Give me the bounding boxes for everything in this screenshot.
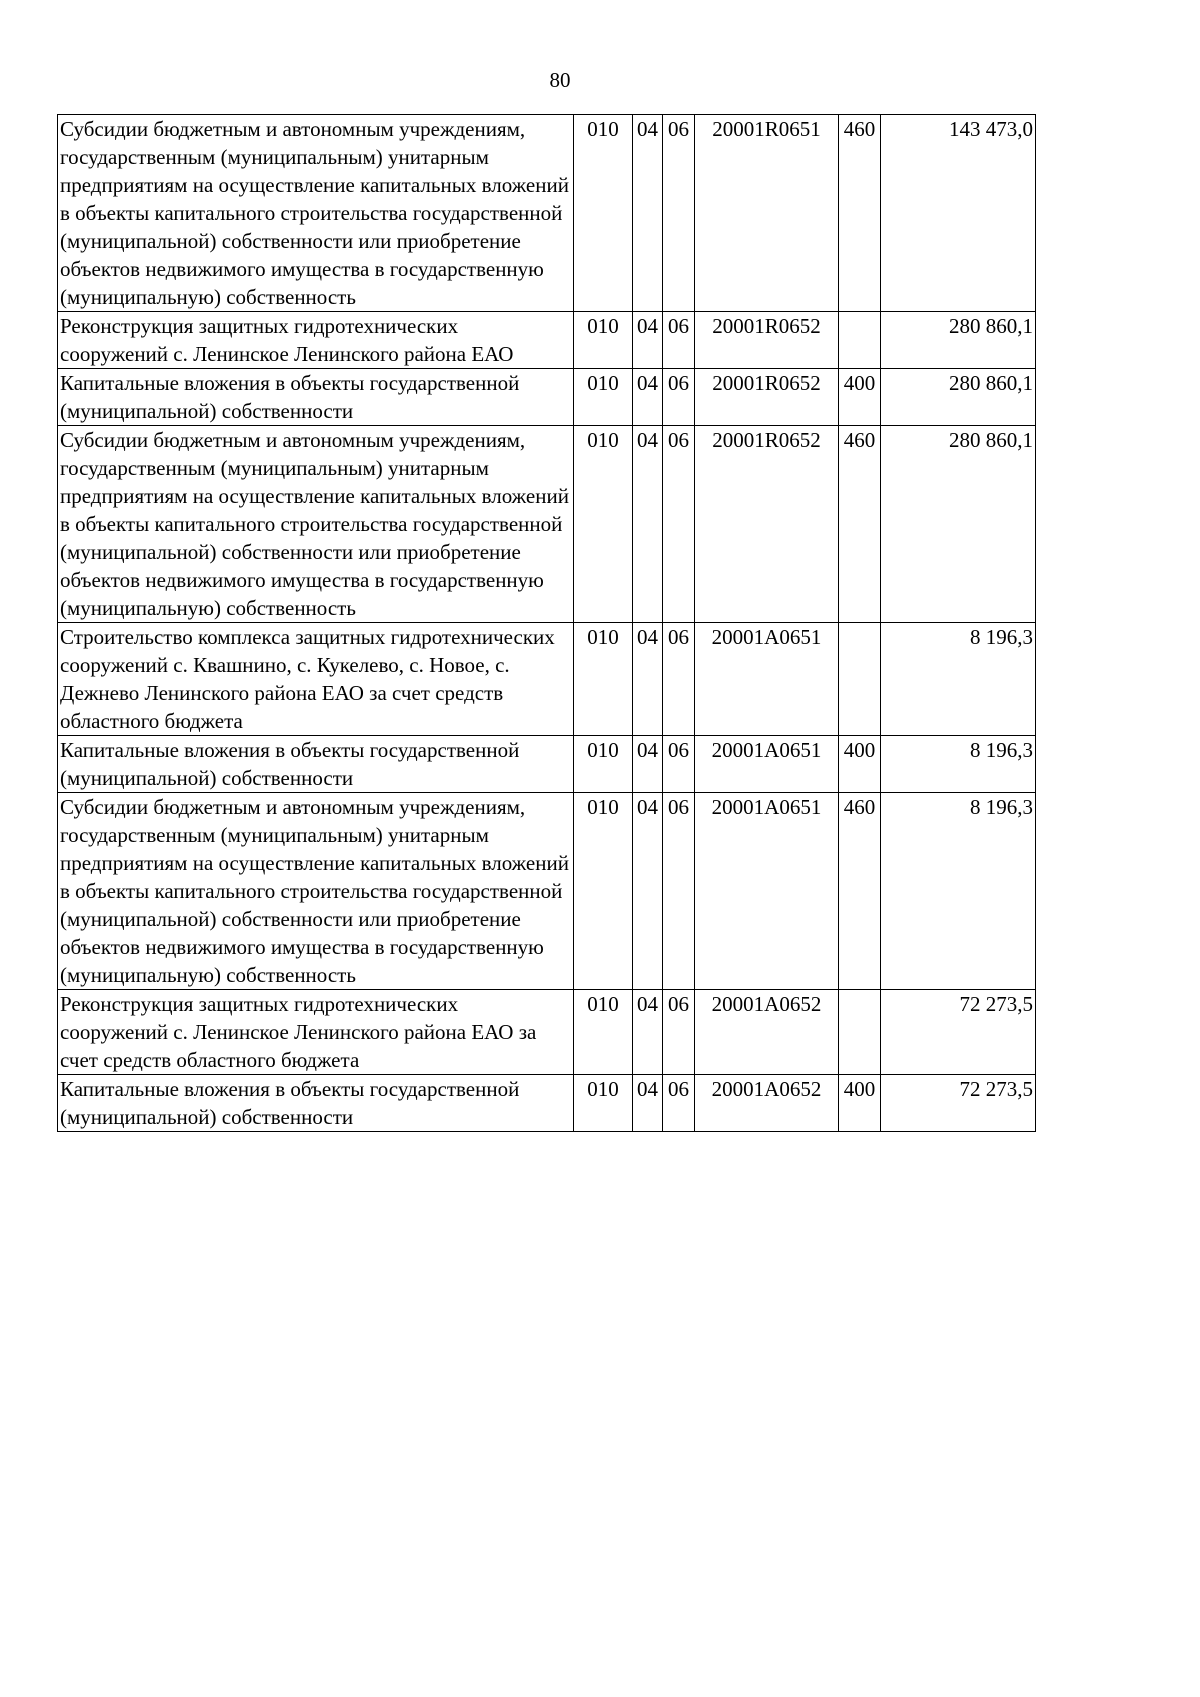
table-row [58,115,1036,312]
expense-name-cell: Субсидии бюджетным и автономным учреждениям, государственным (муниципальным) унитарным предприятиям на осуществление капитальных вложений в объекты капитального строительства государственной (муниципальной) собственности или приобретение объектов недвижимого имущества в государственную (муниципальную) собственность [58,793,574,990]
amount-cell: 8 196,3 [881,793,1036,990]
section-code-cell: 04 [633,312,663,369]
amount-cell: 8 196,3 [881,736,1036,793]
subsection-code-cell: 06 [663,312,695,369]
ministry-code-cell: 010 [574,793,633,990]
subsection-code-cell: 06 [663,1075,695,1132]
ministry-code-cell: 010 [574,736,633,793]
ministry-code-cell: 010 [574,623,633,736]
expense-type-cell [839,623,881,736]
amount-cell: 280 860,1 [881,369,1036,426]
expense-type-cell: 400 [839,1075,881,1132]
expense-type-cell: 460 [839,793,881,990]
section-code-cell: 04 [633,990,663,1075]
amount-cell: 143 473,0 [881,115,1036,312]
target-article-cell: 20001А0651 [695,623,839,736]
target-article-cell: 20001А0652 [695,1075,839,1132]
ministry-code-cell: 010 [574,990,633,1075]
target-article-cell: 20001R0652 [695,426,839,623]
section-code-cell: 04 [633,369,663,426]
amount-cell: 280 860,1 [881,312,1036,369]
target-article-cell: 20001R0652 [695,312,839,369]
table-row [58,793,1036,990]
expense-type-cell [839,312,881,369]
ministry-code-cell: 010 [574,115,633,312]
expense-name-cell: Строительство комплекса защитных гидротехнических сооружений с. Квашнино, с. Кукелево, с. Новое, с. Дежнево Ленинского района ЕАО за счет средств областного бюджета [58,623,574,736]
amount-cell: 280 860,1 [881,426,1036,623]
amount-cell: 8 196,3 [881,623,1036,736]
section-code-cell: 04 [633,793,663,990]
expense-name-cell: Капитальные вложения в объекты государственной (муниципальной) собственности [58,369,574,426]
subsection-code-cell: 06 [663,115,695,312]
expense-type-cell [839,990,881,1075]
target-article-cell: 20001R0652 [695,369,839,426]
subsection-code-cell: 06 [663,793,695,990]
expense-type-cell: 460 [839,426,881,623]
ministry-code-cell: 010 [574,426,633,623]
expense-name-cell: Капитальные вложения в объекты государственной (муниципальной) собственности [58,1075,574,1132]
expense-name-cell: Капитальные вложения в объекты государственной (муниципальной) собственности [58,736,574,793]
table-row [58,736,1036,793]
section-code-cell: 04 [633,623,663,736]
subsection-code-cell: 06 [663,990,695,1075]
target-article-cell: 20001А0652 [695,990,839,1075]
expense-name-cell: Субсидии бюджетным и автономным учреждениям, государственным (муниципальным) унитарным предприятиям на осуществление капитальных вложений в объекты капитального строительства государственной (муниципальной) собственности или приобретение объектов недвижимого имущества в государственную (муниципальную) собственность [58,426,574,623]
expense-name-cell: Реконструкция защитных гидротехнических сооружений с. Ленинское Ленинского района ЕАО за счет средств областного бюджета [58,990,574,1075]
section-code-cell: 04 [633,115,663,312]
table-row [58,369,1036,426]
amount-cell: 72 273,5 [881,990,1036,1075]
table-row [58,426,1036,623]
amount-cell: 72 273,5 [881,1075,1036,1132]
budget-table [57,114,1036,1132]
subsection-code-cell: 06 [663,369,695,426]
expense-type-cell: 400 [839,369,881,426]
section-code-cell: 04 [633,736,663,793]
subsection-code-cell: 06 [663,623,695,736]
expense-name-cell: Субсидии бюджетным и автономным учреждениям, государственным (муниципальным) унитарным предприятиям на осуществление капитальных вложений в объекты капитального строительства государственной (муниципальной) собственности или приобретение объектов недвижимого имущества в государственную (муниципальную) собственность [58,115,574,312]
subsection-code-cell: 06 [663,736,695,793]
table-row [58,312,1036,369]
target-article-cell: 20001А0651 [695,793,839,990]
target-article-cell: 20001А0651 [695,736,839,793]
section-code-cell: 04 [633,1075,663,1132]
expense-name-cell: Реконструкция защитных гидротехнических сооружений с. Ленинское Ленинского района ЕАО [58,312,574,369]
budget-table-body [58,115,1036,1132]
ministry-code-cell: 010 [574,369,633,426]
ministry-code-cell: 010 [574,1075,633,1132]
table-row [58,990,1036,1075]
table-row [58,623,1036,736]
target-article-cell: 20001R0651 [695,115,839,312]
section-code-cell: 04 [633,426,663,623]
expense-type-cell: 460 [839,115,881,312]
subsection-code-cell: 06 [663,426,695,623]
expense-type-cell: 400 [839,736,881,793]
page-number: 80 [549,68,571,92]
ministry-code-cell: 010 [574,312,633,369]
table-row [58,1075,1036,1132]
